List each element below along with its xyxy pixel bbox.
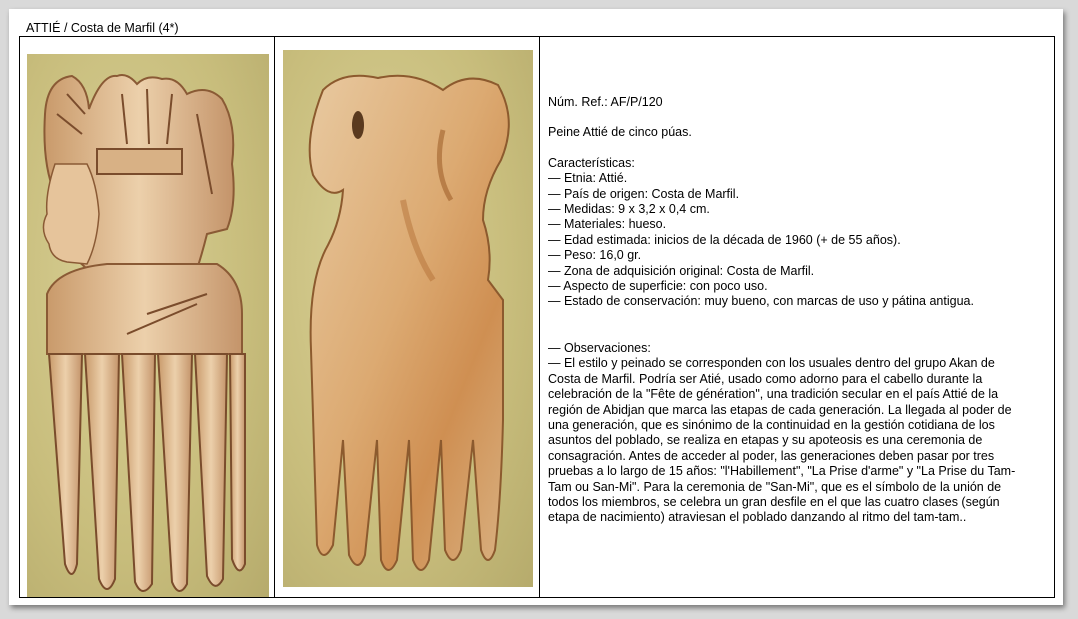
observations-line: una generación, que es sinónimo de la continuidad en la gestión cotidiana de los xyxy=(548,417,995,432)
photo-cell-front xyxy=(20,37,275,597)
reference-number: Núm. Ref.: AF/P/120 xyxy=(548,95,663,109)
features-heading: Características: xyxy=(548,155,635,170)
comb-front-photo xyxy=(27,54,269,597)
observations-line: consagración. Antes de acceder al poder, las generaciones deben pasar por tres xyxy=(548,448,995,463)
document-sheet xyxy=(9,9,1063,605)
description-cell xyxy=(540,37,1054,597)
observations-line: Costa de Marfil. Podría ser Atié, usado como adorno para el cabello durante la xyxy=(548,371,983,386)
feature-item: — Aspecto de superficie: con poco uso. xyxy=(548,279,768,294)
observations-line: Tam ou San-Mi". Para la ceremonia de "San-Mi", que es el símbolo de la unión de xyxy=(548,479,1002,494)
observations-line: etapa de nacimiento) atraviesan el poblado danzando al ritmo del tam-tam.. xyxy=(548,510,967,525)
catalog-table xyxy=(19,36,1055,598)
observations-line: asuntos del poblado, se realiza en etapas y su apoteosis es una ceremonia de xyxy=(548,433,983,448)
observations-heading: — Observaciones: xyxy=(548,340,651,355)
observations-line: región de Abidjan que marca las etapas de cada generación. La llegada al poder de xyxy=(548,402,1012,417)
page-caption: ATTIÉ / Costa de Marfil (4*) xyxy=(26,21,179,35)
photo-cell-back xyxy=(275,37,540,597)
feature-item: — Peso: 16,0 gr. xyxy=(548,248,642,263)
observations-line: — El estilo y peinado se corresponden con los usuales dentro del grupo Akan de xyxy=(548,356,995,371)
feature-item: — Edad estimada: inicios de la década de 1960 (+ de 55 años). xyxy=(548,232,901,247)
item-title: Peine Attié de cinco púas. xyxy=(548,125,692,140)
feature-item: — Etnia: Attié. xyxy=(548,171,628,186)
carved-comb-silhouette-icon xyxy=(283,50,533,587)
observations-line: celebración de la "Fête de génération", una tradición secular en el país Attié de la xyxy=(548,387,999,402)
observations-line: pruebas a lo largo de 15 años: "l'Habillement", "La Prise d'arme" y "La Prise du Tam- xyxy=(548,464,1016,479)
feature-item: — Zona de adquisición original: Costa de Marfil. xyxy=(548,263,815,278)
observations-line: todos los miembros, se celebra un gran desfile en el que las cuatro clases (según xyxy=(548,494,1000,509)
feature-item: — Estado de conservación: muy bueno, con marcas de uso y pátina antigua. xyxy=(548,294,974,309)
feature-item: — Materiales: hueso. xyxy=(548,217,667,232)
description-text xyxy=(548,95,1030,526)
carved-comb-figure-icon xyxy=(27,54,269,597)
feature-item: — País de origen: Costa de Marfil. xyxy=(548,186,740,201)
feature-item: — Medidas: 9 x 3,2 x 0,4 cm. xyxy=(548,202,710,217)
comb-back-photo xyxy=(283,50,533,587)
